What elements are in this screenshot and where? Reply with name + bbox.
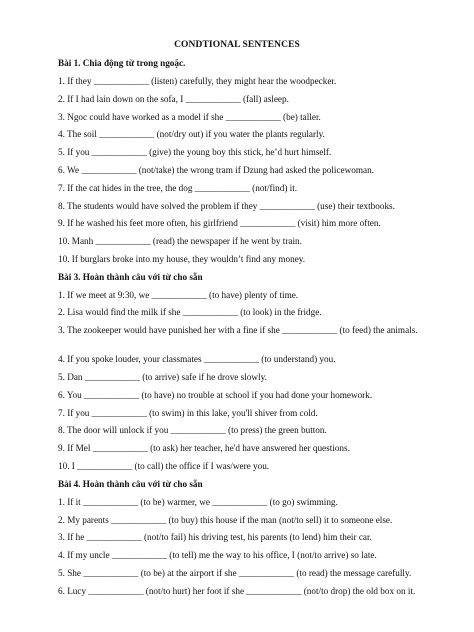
section-4-heading: Bài 4. Hoàn thành câu với từ cho sẵn — [58, 479, 203, 489]
exercise-1-item: 8. The students would have solved the problem if they ____________ (use) their textbooks. — [58, 201, 395, 211]
exercise-1-item: 5. If you ____________ (give) the young boy this stick, he’d hurt himself. — [58, 147, 332, 157]
exercise-3-item: 10. I ____________ (to call) the office if I was/were you. — [58, 461, 270, 471]
exercise-4-item: 4. If my uncle ____________ (to tell) me the way to his office, I (not/to arrive) so late. — [58, 550, 377, 560]
exercise-4-item: 3. If he ____________ (not/to fail) his driving test, his parents (to lend) him their car. — [58, 532, 372, 542]
exercise-3-item: 6. You ____________ (to have) no trouble at school if you had done your homework. — [58, 390, 373, 400]
exercise-1-item: 6. We ____________ (not/take) the wrong tram if Dzung had asked the policewoman. — [58, 165, 374, 175]
exercise-3-item: 3. The zookeeper would have punished her with a fine if she ____________ (to feed) the animals. — [58, 325, 418, 335]
exercise-3-item: 7. If you ____________ (to swim) in this lake, you'll shiver from cold. — [58, 408, 318, 418]
exercise-3-item: 9. If Mel ____________ (to ask) her teacher, he'd have answered her questions. — [58, 443, 350, 453]
exercise-3-item: 5. Dan ____________ (to arrive) safe if he drove slowly. — [58, 372, 267, 382]
exercise-3-item: 8. The door will unlock if you ____________ (to press) the green button. — [58, 425, 327, 435]
exercise-1-item: 10. Manh ____________ (read) the newspaper if he went by train. — [58, 236, 302, 246]
exercise-1-item: 1. If they ____________ (listen) carefully, they might hear the woodpecker. — [58, 76, 337, 86]
exercise-4-item: 6. Lucy ____________ (not/to hurt) her foot if she ____________ (not/to drop) the old box on it. — [58, 586, 416, 596]
section-1-heading: Bài 1. Chia động từ trong ngoặc. — [58, 58, 186, 68]
exercise-1-item: 4. The soil ____________ (not/dry out) if you water the plants regularly. — [58, 129, 325, 139]
exercise-1-item: 2. If I had lain down on the sofa, I ____________ (fall) asleep. — [58, 94, 289, 104]
exercise-1-item: 9. If he washed his feet more often, his girlfriend ____________ (visit) him more often. — [58, 218, 381, 228]
page-title: CONDTIONAL SENTENCES — [174, 40, 300, 50]
exercise-3-item: 2. Lisa would find the milk if she ____________ (to look) in the fridge. — [58, 307, 322, 317]
exercise-4-item: 2. My parents ____________ (to buy) this house if the man (not/to sell) it to someone else. — [58, 515, 393, 525]
exercise-3-item: 1. If we meet at 9:30, we ____________ (to have) plenty of time. — [58, 290, 299, 300]
exercise-1-item: 3. Ngoc could have worked as a model if she ____________ (be) taller. — [58, 112, 321, 122]
exercise-4-item: 5. She ____________ (to be) at the airport if she ____________ (to read) the message carefully. — [58, 568, 412, 578]
exercise-4-item: 1. If it ____________ (to be) warmer, we ____________ (to go) swimming. — [58, 497, 338, 507]
exercise-1-item: 10. If burglars broke into my house, they wouldn’t find any money. — [58, 254, 306, 264]
section-3-heading: Bài 3. Hoàn thành câu với từ cho sẵn — [58, 272, 203, 282]
exercise-3-item: 4. If you spoke louder, your classmates ____________ (to understand) you. — [58, 354, 336, 364]
exercise-1-item: 7. If the cat hides in the tree, the dog ____________ (not/find) it. — [58, 183, 298, 193]
